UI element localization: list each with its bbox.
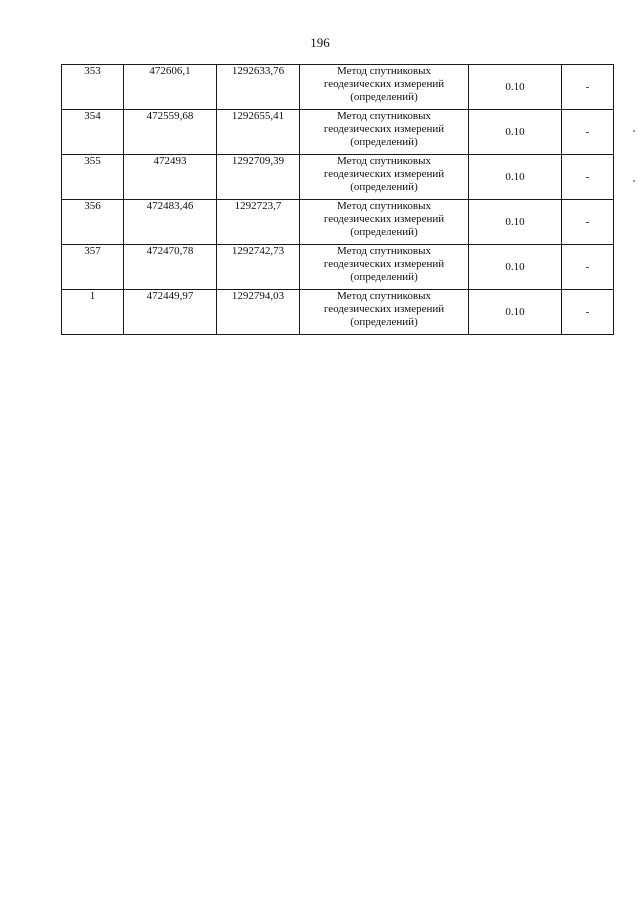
method-line: (определений) <box>350 316 418 328</box>
y-coordinate-cell: 1292709,39 <box>217 155 300 200</box>
accuracy-cell: 0.10 <box>469 290 562 335</box>
description-cell: - <box>562 65 614 110</box>
point-number-cell: 354 <box>62 110 124 155</box>
table-row <box>62 290 614 335</box>
page-number: 196 <box>310 35 330 50</box>
point-number-cell: 353 <box>62 65 124 110</box>
method-line: (определений) <box>350 91 418 103</box>
y-coordinate-cell: 1292655,41 <box>217 110 300 155</box>
description-cell: - <box>562 110 614 155</box>
x-coordinate-cell: 472493 <box>124 155 217 200</box>
y-coordinate-cell: 1292633,76 <box>217 65 300 110</box>
method-cell <box>300 155 469 200</box>
method-line: (определений) <box>350 136 418 148</box>
y-coordinate-cell: 1292723,7 <box>217 200 300 245</box>
point-number-cell: 355 <box>62 155 124 200</box>
method-cell <box>300 200 469 245</box>
method-cell <box>300 65 469 110</box>
method-line: Метод спутниковых <box>337 110 431 122</box>
method-line: геодезических измерений <box>323 258 445 270</box>
point-number-cell: 356 <box>62 200 124 245</box>
method-cell <box>300 245 469 290</box>
x-coordinate-cell: 472470,78 <box>124 245 217 290</box>
method-line: Метод спутниковых <box>337 200 431 212</box>
method-line: Метод спутниковых <box>337 290 431 302</box>
y-coordinate-cell: 1292742,73 <box>217 245 300 290</box>
method-line: геодезических измерений <box>323 213 445 225</box>
point-number-cell: 357 <box>62 245 124 290</box>
scan-speck <box>633 180 635 182</box>
accuracy-cell: 0.10 <box>469 155 562 200</box>
method-line: (определений) <box>350 226 418 238</box>
accuracy-cell: 0.10 <box>469 245 562 290</box>
method-cell <box>300 290 469 335</box>
method-line: Метод спутниковых <box>337 155 431 167</box>
table-row <box>62 245 614 290</box>
method-line: геодезических измерений <box>323 303 445 315</box>
accuracy-cell: 0.10 <box>469 65 562 110</box>
table-row <box>62 65 614 110</box>
description-cell: - <box>562 200 614 245</box>
table-row <box>62 110 614 155</box>
description-cell: - <box>562 245 614 290</box>
x-coordinate-cell: 472606,1 <box>124 65 217 110</box>
method-line: геодезических измерений <box>323 123 445 135</box>
x-coordinate-cell: 472483,46 <box>124 200 217 245</box>
method-line: Метод спутниковых <box>337 65 431 77</box>
method-line: (определений) <box>350 181 418 193</box>
y-coordinate-cell: 1292794,03 <box>217 290 300 335</box>
method-cell <box>300 110 469 155</box>
point-number-cell: 1 <box>62 290 124 335</box>
coordinates-table <box>61 64 614 335</box>
method-line: геодезических измерений <box>323 168 445 180</box>
accuracy-cell: 0.10 <box>469 110 562 155</box>
method-line: геодезических измерений <box>323 78 445 90</box>
table-row <box>62 200 614 245</box>
table-row <box>62 155 614 200</box>
x-coordinate-cell: 472449,97 <box>124 290 217 335</box>
accuracy-cell: 0.10 <box>469 200 562 245</box>
description-cell: - <box>562 290 614 335</box>
description-cell: - <box>562 155 614 200</box>
scan-speck <box>633 130 635 132</box>
x-coordinate-cell: 472559,68 <box>124 110 217 155</box>
method-line: (определений) <box>350 271 418 283</box>
method-line: Метод спутниковых <box>337 245 431 257</box>
